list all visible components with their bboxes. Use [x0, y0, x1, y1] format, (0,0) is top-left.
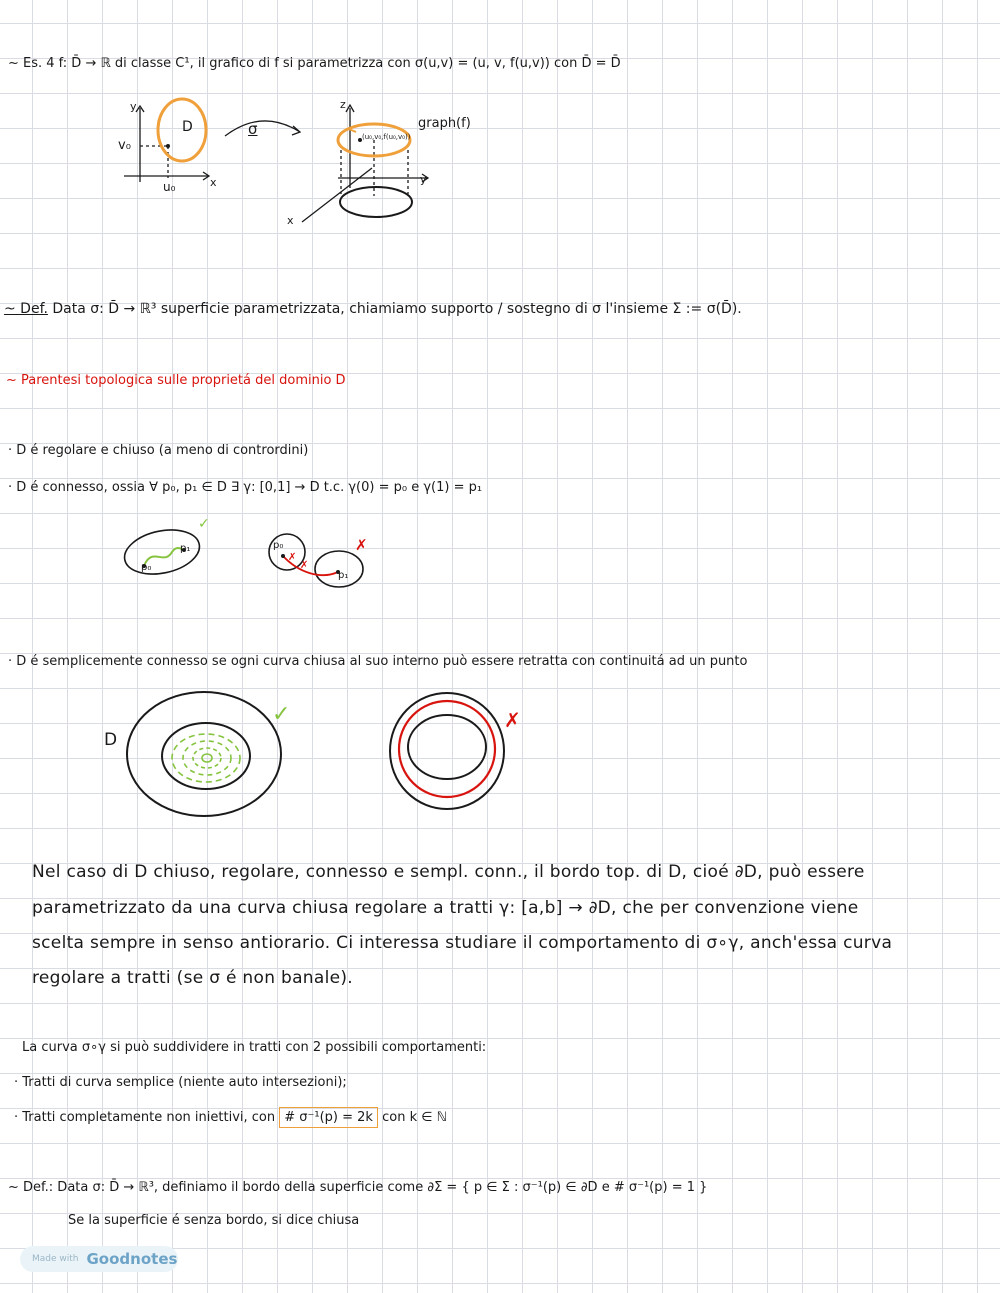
label-domain-d: D: [104, 730, 118, 750]
cross-mark-small-1: ✗: [288, 552, 297, 563]
cross-mark-simply-glyph: ✗: [504, 708, 521, 732]
label-p1: p₁: [180, 543, 191, 554]
label-u0: u₀: [163, 180, 176, 194]
label-d: D: [182, 119, 193, 135]
label-z-3d: z: [340, 98, 346, 111]
label-q0: p₀: [273, 540, 284, 551]
goodnotes-watermark: [20, 1246, 178, 1272]
item2-prefix: · Tratti completamente non iniettivi, con: [14, 1110, 276, 1125]
contracting-point: [202, 754, 212, 762]
connected-figure: [0, 510, 420, 600]
topology-heading: ~ Parentesi topologica sulle proprietá del dominio D: [6, 373, 346, 388]
inner-curve-ellipse: [162, 723, 250, 789]
paragraph-line-4: regolare a tratti (se σ é non banale).: [32, 968, 354, 988]
annulus-outer: [390, 693, 504, 809]
bullet-regular: · D é regolare e chiuso (a meno di contrordini): [8, 443, 309, 458]
definition-support: [4, 301, 742, 317]
curve-intro: La curva σ∘γ si può suddividere in tratti con 2 possibili comportamenti:: [22, 1040, 487, 1055]
paragraph-line-1: Nel caso di D chiuso, regolare, connesso e sempl. conn., il bordo top. di D, cioé ∂D, può essere: [32, 862, 865, 882]
cross-mark-connected: ✗: [355, 536, 368, 554]
label-x-3d: x: [287, 214, 294, 227]
boxed-formula: # σ⁻¹(p) = 2k: [279, 1107, 378, 1128]
goodnotes-brand: Goodnotes: [86, 1250, 178, 1268]
label-graph-f: graph(f): [418, 116, 471, 131]
axis-x-3d: [302, 168, 372, 222]
annulus-hole: [408, 715, 486, 779]
bullet-simply-connected: · D é semplicemente connesso se ogni curva chiusa al suo interno può essere retratta con continuitá ad un punto: [8, 654, 748, 669]
paragraph-line-2: parametrizzato da una curva chiusa regolare a tratti γ: [a,b] → ∂D, che per convenzione viene: [32, 898, 859, 918]
item2-suffix: con k ∈ ℕ: [382, 1110, 448, 1125]
connected-ellipse: [120, 524, 203, 581]
made-with-text: Made with: [32, 1254, 79, 1264]
curve-item-simple: · Tratti di curva semplice (niente auto intersezioni);: [14, 1075, 347, 1090]
def-support-text: Data σ: D̄ → ℝ³ superficie parametrizzata, chiamiamo supporto / sostegno di σ l'insieme Σ := σ(D̄).: [52, 301, 742, 317]
label-y-2d: y: [130, 100, 137, 113]
cross-mark-small-2: ✗: [300, 560, 309, 571]
def-prefix: ~ Def.: [4, 301, 48, 317]
label-graph-point: (u₀,v₀,f(u₀,v₀)): [362, 133, 411, 141]
check-mark-connected: ✓: [198, 516, 210, 532]
label-p0: p₀: [141, 562, 152, 573]
label-sigma-map: σ: [248, 120, 258, 138]
cross-mark-simply: [504, 708, 521, 732]
label-v0: v₀: [118, 138, 131, 153]
bullet-connected: · D é connesso, ossia ∀ p₀, p₁ ∈ D ∃ γ: [0,1] → D t.c. γ(0) = p₀ e γ(1) = p₁: [8, 480, 483, 495]
example-4-figure: [0, 0, 1000, 240]
point-u0-v0: [166, 144, 170, 148]
definition-boundary: ~ Def.: Data σ: D̄ → ℝ³, definiamo il bordo della superficie come ∂Σ = { p ∈ Σ : σ⁻¹(p) ∈ ∂D e # σ⁻¹(p) = 1 }: [8, 1180, 708, 1195]
disconnected-circle-2: [315, 551, 363, 587]
contracting-curve-2: [183, 741, 231, 775]
label-y-3d: y: [420, 173, 427, 186]
domain-base-ellipse: [340, 187, 412, 217]
closed-surface-note: Se la superficie é senza bordo, si dice chiusa: [68, 1213, 360, 1228]
label-q1: p₁: [338, 570, 349, 581]
paragraph-line-3: scelta sempre in senso antiorario. Ci interessa studiare il comportamento di σ∘γ, anch'essa curva: [32, 933, 893, 953]
sigma-arrowhead: [292, 126, 300, 135]
check-mark-simply: ✓: [272, 702, 291, 727]
sigma-arrow: [225, 121, 300, 136]
disc-point-p0: [281, 554, 285, 558]
contracting-curve-3: [193, 748, 221, 768]
example-4-line: ~ Es. 4 f: D̄ → ℝ di classe C¹, il grafico di f si parametrizza con σ(u,v) = (u, v, f(u,v)) con D̄ = D̄: [8, 56, 621, 71]
label-x-2d: x: [210, 176, 217, 189]
curve-item-non-injective: [14, 1110, 447, 1125]
